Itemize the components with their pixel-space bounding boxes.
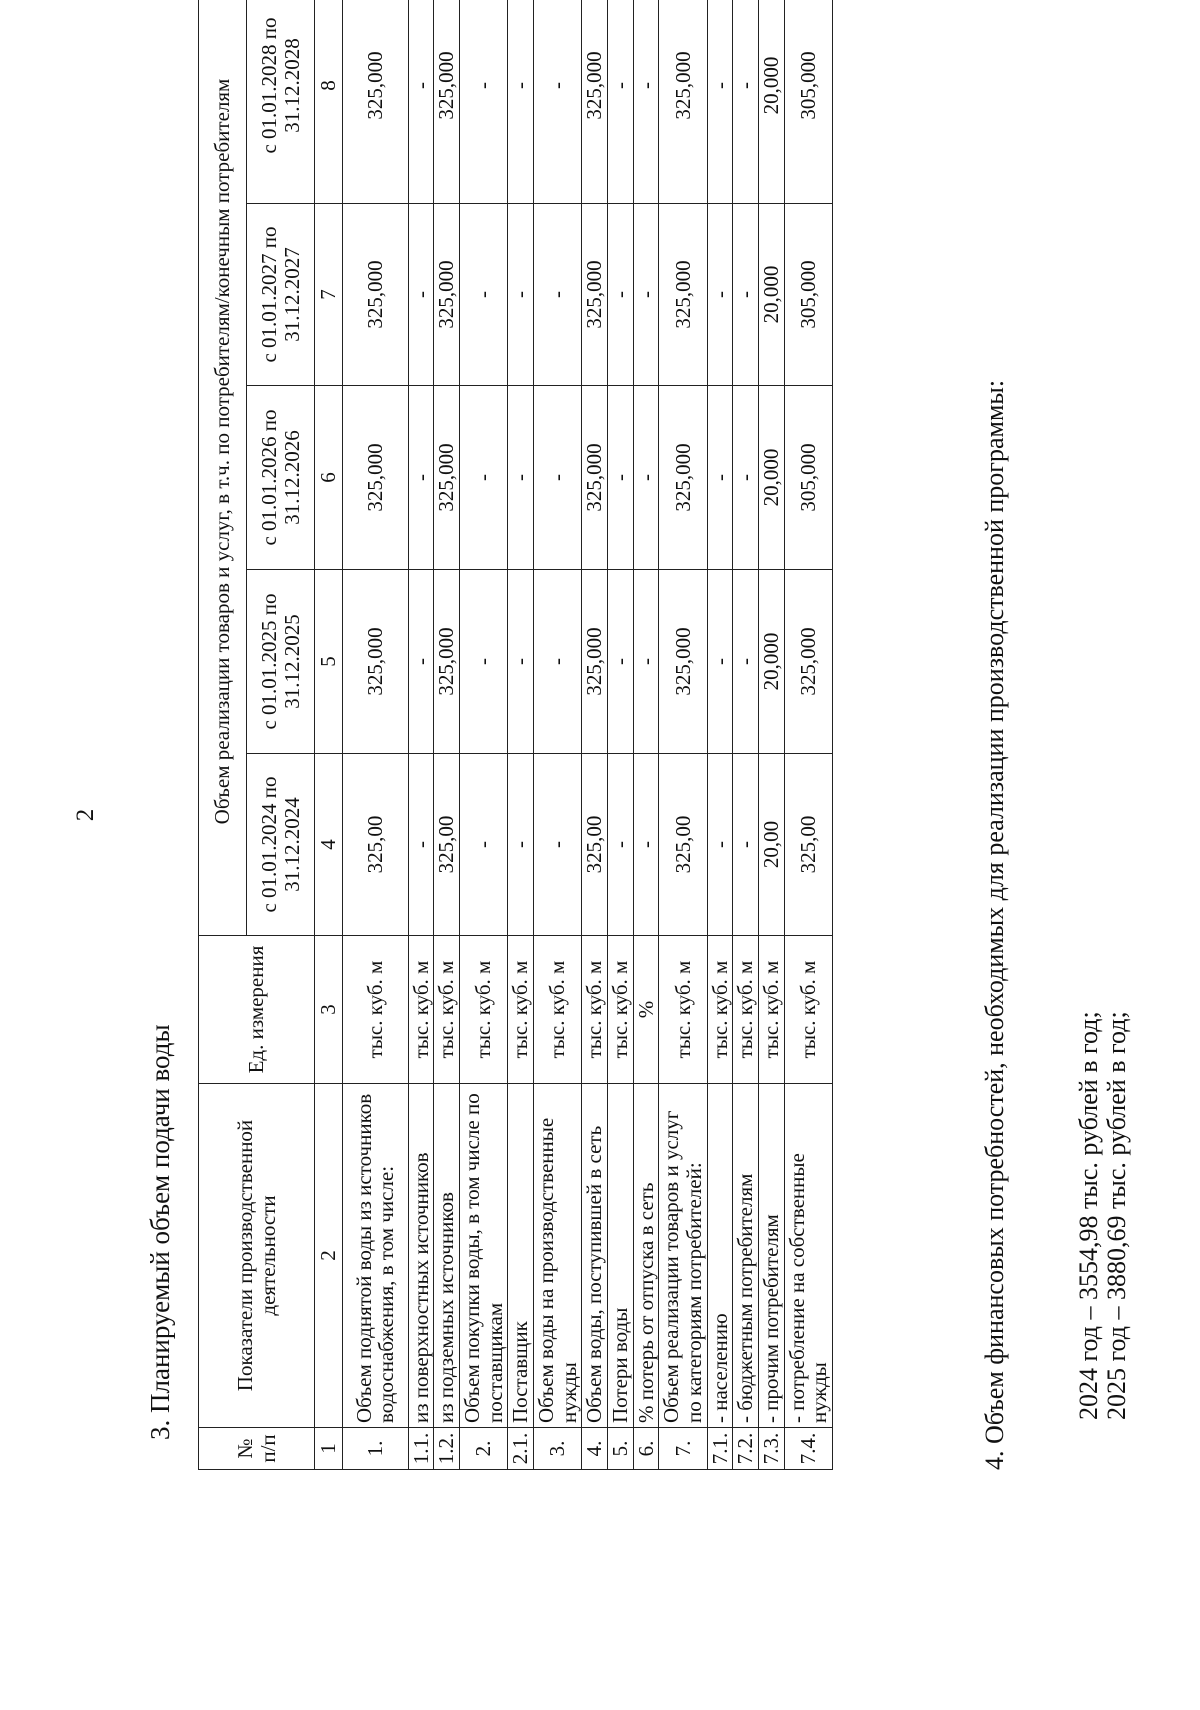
row-value: 325,000 (434, 204, 460, 386)
table-row (342, 0, 408, 1470)
col-number: 5 (315, 570, 343, 754)
row-value: 325,000 (659, 204, 707, 386)
row-number: 7.3. (759, 1428, 785, 1470)
row-value: 325,000 (582, 204, 608, 386)
row-value: - (408, 386, 434, 570)
row-value: 20,000 (759, 204, 785, 386)
row-indicator: % потерь от отпуска в сеть (633, 1084, 659, 1428)
table-row (784, 0, 832, 1470)
row-value: 325,00 (342, 754, 408, 936)
row-value: - (460, 386, 508, 570)
row-value: 305,000 (784, 386, 832, 570)
header-period-2027: с 01.01.2027 по 31.12.2027 (247, 204, 315, 386)
row-number: 4. (582, 1428, 608, 1470)
row-unit: тыс. куб. м (759, 936, 785, 1084)
financial-line-2025: 2025 год – 3880,69 тыс. рублей в год; (1102, 1011, 1132, 1420)
row-value: - (508, 0, 534, 204)
header-volume-group: Объем реализации товаров и услуг, в т.ч. по потребителям/конечным потребителям (199, 0, 247, 936)
row-number: 1.2. (434, 1428, 460, 1470)
row-value: - (408, 0, 434, 204)
row-number: 5. (608, 1428, 634, 1470)
row-unit: тыс. куб. м (784, 936, 832, 1084)
row-value: - (608, 754, 634, 936)
table-row (582, 0, 608, 1470)
row-value: 325,000 (582, 0, 608, 204)
row-value: 305,000 (784, 204, 832, 386)
financial-line-2024: 2024 год – 3554,98 тыс. рублей в год; (1074, 1011, 1103, 1420)
row-value: 20,000 (759, 570, 785, 754)
col-number: 6 (315, 386, 343, 570)
row-value: - (633, 0, 659, 204)
col-number: 7 (315, 204, 343, 386)
row-value: 325,000 (659, 570, 707, 754)
row-value: - (733, 386, 759, 570)
row-value: - (534, 386, 582, 570)
row-value: 325,000 (659, 0, 707, 204)
row-indicator: - прочим потребителям (759, 1084, 785, 1428)
section-4-title: 4. Объем финансовых потребностей, необходимых для реализации производственной программы: (980, 379, 1009, 1470)
row-value: - (733, 204, 759, 386)
row-value: 325,000 (342, 386, 408, 570)
row-number: 1.1. (408, 1428, 434, 1470)
row-value: - (408, 204, 434, 386)
row-value: 20,000 (759, 386, 785, 570)
row-number: 2.1. (508, 1428, 534, 1470)
col-number: 2 (315, 1084, 343, 1428)
header-indicator: Показатели производственной деятельности (199, 1084, 315, 1428)
table-row (434, 0, 460, 1470)
row-value: - (534, 754, 582, 936)
row-indicator: Потери воды (608, 1084, 634, 1428)
header-period-2026: с 01.01.2026 по 31.12.2026 (247, 386, 315, 570)
row-value: - (608, 204, 634, 386)
row-value: - (408, 754, 434, 936)
row-value: - (408, 570, 434, 754)
row-value: - (460, 570, 508, 754)
row-unit: тыс. куб. м (408, 936, 434, 1084)
row-unit: тыс. куб. м (434, 936, 460, 1084)
row-value: 325,000 (582, 570, 608, 754)
row-value: 325,000 (582, 386, 608, 570)
row-number: 1. (342, 1428, 408, 1470)
row-indicator: Объем воды, поступившей в сеть (582, 1084, 608, 1428)
row-value: - (534, 0, 582, 204)
table-row (408, 0, 434, 1470)
section-3-title: 3. Планируемый объем подачи воды (145, 1024, 175, 1440)
row-number: 7.2. (733, 1428, 759, 1470)
row-value: 325,000 (659, 386, 707, 570)
row-value: - (534, 570, 582, 754)
water-supply-table (198, 0, 833, 1470)
table-row (659, 0, 707, 1470)
page-number: 2 (72, 808, 99, 822)
col-number: 1 (315, 1428, 343, 1470)
col-number: 4 (315, 754, 343, 936)
row-unit: % (633, 936, 659, 1084)
row-unit: тыс. куб. м (659, 936, 707, 1084)
row-value: - (608, 386, 634, 570)
row-number: 7.4. (784, 1428, 832, 1470)
row-number: 3. (534, 1428, 582, 1470)
row-value: - (733, 754, 759, 936)
row-indicator: - населению (707, 1084, 733, 1428)
col-number: 8 (315, 0, 343, 204)
row-unit: тыс. куб. м (342, 936, 408, 1084)
row-number: 7. (659, 1428, 707, 1470)
header-period-2028: с 01.01.2028 по 31.12.2028 (247, 0, 315, 204)
row-value: - (508, 570, 534, 754)
row-unit: тыс. куб. м (508, 936, 534, 1084)
row-value: - (633, 754, 659, 936)
financial-needs-list (1075, 1011, 1131, 1420)
row-indicator: Объем поднятой воды из источников водоснабжения, в том числе: (342, 1084, 408, 1428)
row-value: - (707, 754, 733, 936)
row-value: 325,000 (342, 204, 408, 386)
row-value: - (608, 0, 634, 204)
col-number: 3 (315, 936, 343, 1084)
row-value: - (508, 754, 534, 936)
table-row (733, 0, 759, 1470)
row-value: 325,00 (784, 754, 832, 936)
row-number: 6. (633, 1428, 659, 1470)
row-value: - (707, 570, 733, 754)
row-value: - (707, 204, 733, 386)
row-value: - (633, 204, 659, 386)
row-unit: тыс. куб. м (707, 936, 733, 1084)
row-value: 325,000 (434, 386, 460, 570)
row-indicator: Объем воды на производственные нужды (534, 1084, 582, 1428)
header-unit: Ед. измерения (199, 936, 315, 1084)
row-unit: тыс. куб. м (460, 936, 508, 1084)
table-row (460, 0, 508, 1470)
row-number: 7.1. (707, 1428, 733, 1470)
row-value: - (733, 570, 759, 754)
row-value: - (633, 570, 659, 754)
row-value: - (460, 0, 508, 204)
row-value: - (608, 570, 634, 754)
row-indicator: - потребление на собственные нужды (784, 1084, 832, 1428)
row-indicator: Объем покупки воды, в том числе по поставщикам (460, 1084, 508, 1428)
table-row (633, 0, 659, 1470)
table-row (759, 0, 785, 1470)
row-indicator: из поверхностных источников (408, 1084, 434, 1428)
row-value: 20,00 (759, 754, 785, 936)
row-value: - (707, 0, 733, 204)
table-row (534, 0, 582, 1470)
table-row (508, 0, 534, 1470)
header-period-2025: с 01.01.2025 по 31.12.2025 (247, 570, 315, 754)
row-unit: тыс. куб. м (534, 936, 582, 1084)
row-value: 305,000 (784, 0, 832, 204)
row-value: 325,000 (434, 570, 460, 754)
row-unit: тыс. куб. м (733, 936, 759, 1084)
row-value: 325,00 (659, 754, 707, 936)
row-indicator: Поставщик (508, 1084, 534, 1428)
row-value: - (508, 386, 534, 570)
row-value: - (534, 204, 582, 386)
row-value: 325,000 (342, 570, 408, 754)
row-indicator: из подземных источников (434, 1084, 460, 1428)
row-value: - (707, 386, 733, 570)
row-value: 325,000 (434, 0, 460, 204)
row-value: 20,000 (759, 0, 785, 204)
header-period-2024: с 01.01.2024 по 31.12.2024 (247, 754, 315, 936)
row-value: 325,00 (434, 754, 460, 936)
row-indicator: Объем реализации товаров и услуг по категориям потребителей: (659, 1084, 707, 1428)
row-unit: тыс. куб. м (582, 936, 608, 1084)
header-num: № п/п (199, 1428, 315, 1470)
row-number: 2. (460, 1428, 508, 1470)
row-value: 325,000 (342, 0, 408, 204)
row-value: - (508, 204, 534, 386)
row-value: 325,00 (582, 754, 608, 936)
row-value: - (633, 386, 659, 570)
table-row (707, 0, 733, 1470)
row-unit: тыс. куб. м (608, 936, 634, 1084)
row-value: 325,000 (784, 570, 832, 754)
row-value: - (733, 0, 759, 204)
row-indicator: - бюджетным потребителям (733, 1084, 759, 1428)
table-row (608, 0, 634, 1470)
row-value: - (460, 204, 508, 386)
row-value: - (460, 754, 508, 936)
